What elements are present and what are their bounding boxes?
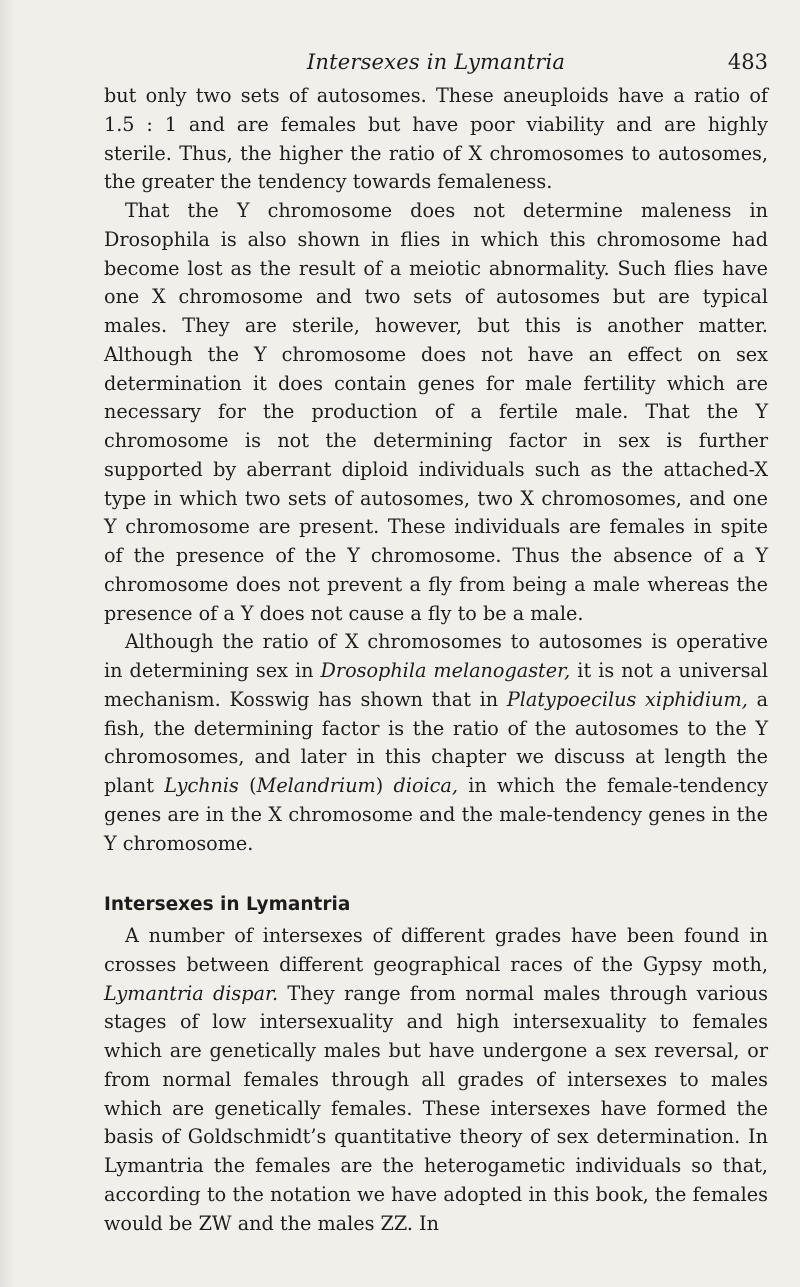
paragraph-2: That the Y chromosome does not determine maleness in Drosophila is also shown in flies in which this chromosome had become lost as the result of a meiotic abnormality. Such flies have one X chromosome and two sets of autosomes but are typical males. They are sterile, however, but this is another matter. Although the Y chromosome does not have an effect on sex determination it does contain genes for male fertility which are necessary for the production of a fertile male. That the Y chromosome is not the determining factor in sex is further supported by aberrant diploid individuals such as the attached-X type in which two sets of autosomes, two X chromosomes, and one Y chromosome are present. These individuals are females in spite of the presence of the Y chromosome. Thus the absence of a Y chromosome does not prevent a fly from being a male whereas the presence of a Y does not cause a fly to be a male. [104,199,768,625]
paragraph-3-text: in which the female-tendency genes are in the X chromosome and the male-tendency genes in the Y chromosome. [104,774,769,855]
running-title: Intersexes in Lymantria [306,50,566,74]
paragraph-4-text: A number of intersexes of different grades have been found in crosses between different geographical races of the Gypsy moth, [104,924,768,976]
paragraph-3 [104,628,768,858]
page-header [104,50,768,78]
species-name-drosophila: Drosophila melanogaster, [320,659,571,682]
body-text [104,82,768,1238]
paragraph-3-text: a fish, the determining factor is the ratio of the autosomes to the Y chromosomes, and later in this chapter we discuss at length the plant [104,687,769,797]
paragraph-3-text: ( [238,774,257,797]
page-gutter-shadow [0,0,16,1287]
paragraph-4-text: They range from normal males through various stages of low intersexuality and high intersexuality to females which are genetically males but have undergone a sex reversal, or from normal females through all grades of intersexes to males which are genetically females. These intersexes have formed the basis of Goldschmidt’s quantitative theory of sex determination. In Lymantria the females are the heterogametic individuals so that, according to the notation we have adopted in this book, the females would be ZW and the males ZZ. In [104,981,768,1235]
paragraph-4 [104,922,768,1238]
species-name-lymantria: Lymantria dispar. [104,981,279,1005]
paragraph-1: but only two sets of autosomes. These aneuploids have a ratio of 1.5 : 1 and are females but have poor viability and are highly sterile. Thus, the higher the ratio of X chromosomes to autosomes, the greater the tendency towards femaleness. [104,84,768,194]
paragraph-3-text: ) [375,774,394,797]
genus-name-lychnis: Lychnis [164,774,239,797]
page-number: 483 [727,50,768,74]
species-name-platypoecilus: Platypoecilus xiphidium, [506,687,748,711]
paragraph-3-text: Although the ratio of X chromosomes to autosomes is operative in determining sex in [104,630,768,682]
section-heading: Intersexes in Lymantria [104,894,351,916]
paragraph-3-text: it is not a universal mechanism. Kosswig has shown that in [104,659,769,711]
genus-name-melandrium: Melandrium [256,774,376,797]
species-epithet-dioica: dioica, [393,774,458,797]
